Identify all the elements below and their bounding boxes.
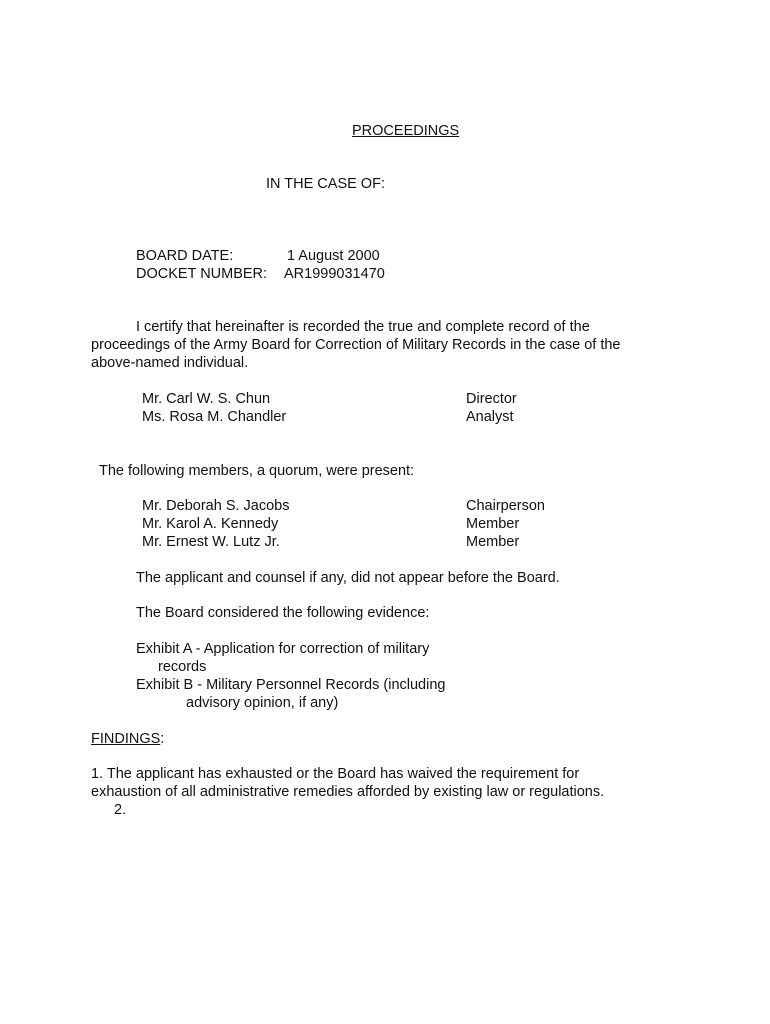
staff-role: Director — [466, 391, 517, 407]
exhibit-a-line-1: Exhibit A - Application for correction of military — [136, 641, 430, 657]
evidence-text: The Board considered the following evidence: — [136, 605, 430, 621]
page-title: PROCEEDINGS — [352, 123, 460, 139]
member-name: Mr. Deborah S. Jacobs — [142, 498, 290, 514]
staff-name: Mr. Carl W. S. Chun — [142, 391, 271, 407]
member-name: Mr. Ernest W. Lutz Jr. — [142, 534, 280, 550]
case-heading: IN THE CASE OF: — [266, 176, 385, 192]
staff-name: Ms. Rosa M. Chandler — [142, 409, 287, 425]
certify-line-1: I certify that hereinafter is recorded the true and complete record of the — [136, 319, 590, 335]
finding-1-line-2: exhaustion of all administrative remedies afforded by existing law or regulations. — [91, 784, 605, 800]
member-name: Mr. Karol A. Kennedy — [142, 516, 279, 532]
findings-colon: : — [160, 731, 165, 747]
docket-number-label: DOCKET NUMBER: — [136, 266, 268, 282]
member-role: Member — [466, 534, 520, 550]
findings-heading — [91, 730, 164, 748]
certify-line-3: above-named individual. — [91, 355, 249, 371]
exhibit-a-line-2: records — [158, 659, 207, 675]
board-date-label: BOARD DATE: — [136, 248, 234, 264]
findings-label: FINDINGS — [91, 731, 161, 747]
certify-line-2: proceedings of the Army Board for Correction of Military Records in the case of the — [91, 337, 621, 353]
appearance-text: The applicant and counsel if any, did not appear before the Board. — [136, 570, 560, 586]
exhibit-b-line-1: Exhibit B - Military Personnel Records (including — [136, 677, 446, 693]
member-role: Member — [466, 516, 520, 532]
finding-1-line-1: 1. The applicant has exhausted or the Board has waived the requirement for — [91, 766, 580, 782]
staff-role: Analyst — [466, 409, 514, 425]
exhibit-b-line-2: advisory opinion, if any) — [186, 695, 339, 711]
quorum-text: The following members, a quorum, were present: — [99, 463, 415, 479]
member-role: Chairperson — [466, 498, 545, 514]
board-date-value: 1 August 2000 — [287, 248, 380, 264]
docket-number-value: AR1999031470 — [284, 266, 385, 282]
finding-2: 2. — [114, 802, 127, 818]
